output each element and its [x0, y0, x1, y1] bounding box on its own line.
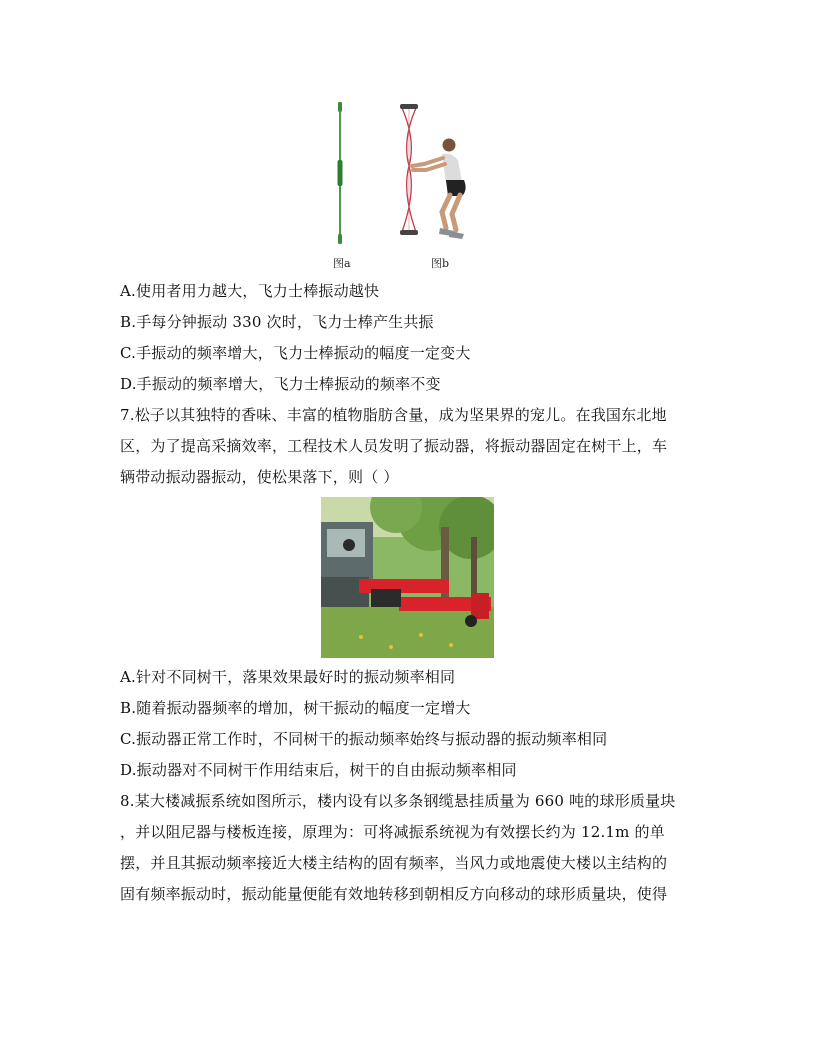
q8-stem-line-3: 摆，并且其振动频率接近大楼主结构的固有频率，当风力或地震使大楼以主结构的 [120, 854, 668, 872]
q7-option-c: C.振动器正常工作时，不同树干的振动频率始终与振动器的振动频率相同 [120, 730, 608, 748]
q6-option-d: D.手振动的频率增大，飞力士棒振动的频率不变 [120, 375, 441, 393]
q8-stem-line-1: 8.某大楼减振系统如图所示，楼内设有以多条钢缆悬挂质量为 660 吨的球形质量块 [120, 792, 676, 810]
q8-stem-line-2: ，并以阻尼器与楼板连接，原理为：可将减振系统视为有效摆长约为 12.1m 的单 [120, 823, 665, 841]
figure-a-flexibar [325, 100, 355, 248]
q6-option-a: A.使用者用力越大，飞力士棒振动越快 [120, 282, 380, 300]
figure-b-caption: 图b [431, 257, 450, 270]
figure-b-person-vibrating-bar [392, 100, 492, 248]
q6-option-c: C.手振动的频率增大，飞力士棒振动的幅度一定变大 [120, 344, 471, 362]
q7-stem-line-1: 7.松子以其独特的香味、丰富的植物脂肪含量，成为坚果界的宠儿。在我国东北地 [120, 406, 667, 424]
q7-option-b: B.随着振动器频率的增加，树干振动的幅度一定增大 [120, 699, 471, 717]
q7-stem-line-2: 区，为了提高采摘效率，工程技术人员发明了振动器，将振动器固定在树干上，车 [120, 437, 668, 455]
q7-option-a: A.针对不同树干，落果效果最好时的振动频率相同 [120, 668, 456, 686]
q6-option-b: B.手每分钟振动 330 次时，飞力士棒产生共振 [120, 313, 434, 331]
figure-a-caption: 图a [333, 257, 351, 270]
q8-stem-line-4: 固有频率振动时，振动能量便能有效地转移到朝相反方向移动的球形质量块，使得 [120, 885, 668, 903]
q7-option-d: D.振动器对不同树干作用结束后，树干的自由振动频率相同 [120, 761, 517, 779]
tree-shaker-photo [321, 497, 494, 658]
q7-stem-line-3: 辆带动振动器振动，使松果落下，则（ ） [120, 468, 399, 486]
